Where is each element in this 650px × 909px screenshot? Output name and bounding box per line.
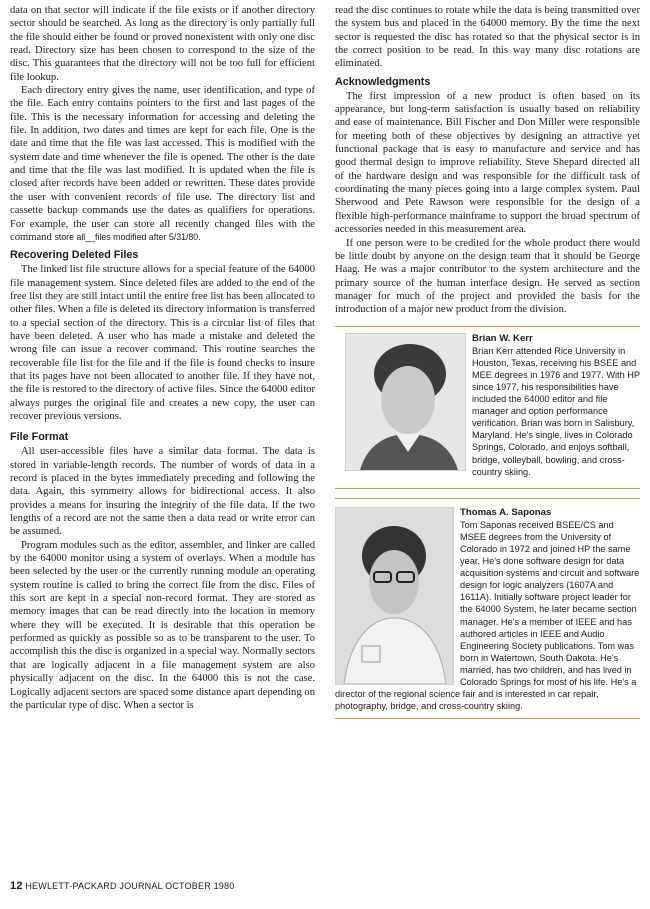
bio-name: Thomas A. Saponas (460, 506, 552, 518)
author-photo (335, 507, 454, 685)
author-bio-saponas (335, 507, 640, 713)
paragraph-text: Each directory entry gives the name, user identification, and type of the file. Each entry contains pointers to the first and last pages of the file. This is the necessary information for accessing and deleting the file. In addition, two dates and times are kept for each file. One is the date and time that the file was last accessed. This is modified with the system date and time whenever the file is opened. The other is the date and time that the file was last modified. It is updated when the file is closed after records have been added or rewritten. These dates provide the user with convenient records of file use. The directory list and cassette backup commands use the dates as qualifiers for operations. For example, the user can store all recently changed files with the command (10, 85, 315, 243)
paragraph: Program modules such as the editor, assembler, and linker are called by the 64000 monitor using a system of overlays. When a module has been selected by the user or the currently running module an operating system routine is called to bring the correct file from the disc. Files of this sort are kept in a special non-record format. They are stored as memory images that can be read directly into the location in memory where they will be executed. It is desirable that this operation be performed as quickly as possible so as to be transparent to the user. To accomplish this the disc is organized in a special way. Normally sectors that are logically adjacent in a file management system are also physically adjacent on the disc. In the 64000 this is not the case. Logically adjacent sectors are spaced some distance apart depending on the particular type of disc. When a sector is (10, 539, 315, 711)
paragraph: The first impression of a new product is often based on its appearance, but long-term satisfaction is usually based on reliability and ease of maintenance. Bill Fischer and Don Miller were responsible for meeting both of these objectives by designing an attractive yet functional package that is easy to manufacture and service and has good thermal design to improve reliability. Steve Shepard directed all of the hardware design and was responsible for the difficult task of coordinating the many pieces going into a large complex system. Paul Sherwood and Pete Rawson were responsible for the design of a flexible high-performance mainframe to support the broad spectrum of accessories needed in this measurement area. (335, 90, 640, 236)
right-column (335, 4, 640, 725)
paragraph: If one person were to be credited for the whole product there would be little doubt by anyone on the design team that it should be George Haag. He was a major contributor to the system architecture and the primary source of the human interface design. He served as section manager for much of the project and provided the basis for the introduction of a major new product from the division. (335, 237, 640, 316)
section-heading-recovering: Recovering Deleted Files (10, 249, 139, 262)
author-bio-kerr (335, 333, 640, 478)
paragraph: All user-accessible files have a similar data format. The data is stored in variable-length records. The number of words of data in a record is placed in the bytes immediately preceding and following the data. Again, this symmetry allows for bidirectional access. It also provides a means for insuring the integrity of the file data. If the two lengths of a record are not the same then a data read or write error can be assumed. (10, 446, 315, 538)
bio-divider (335, 718, 640, 719)
author-photo (345, 333, 466, 471)
command-example: store all__files modified after 5/31/80. (54, 231, 201, 242)
paragraph (10, 84, 315, 244)
page-number: 12 (10, 880, 23, 892)
paragraph: The linked list file structure allows for a special feature of the 64000 file management system. Since deleted files are added to the end of the free list they are still intact until the entire free list has been allocated to other files. When a file is deleted its directory information is transferred to a special section of the directory. This is a circular list of files that have been deleted. A user who has made a mistake and deleted the wrong file can issue a recover command. This routine searches the recoverable file list for the file and if the file is found checks to insure that its pages have not been allocated to another file. If they have not, the file is restored to the directory of active files. Since the 64000 editor always purges the original file and creates a new copy, the user can recover previous versions. (10, 264, 315, 422)
bio-divider (335, 488, 640, 489)
bio-name: Brian W. Kerr (472, 332, 533, 344)
bio-divider (335, 326, 640, 327)
bio-divider (335, 498, 640, 499)
left-column (10, 4, 315, 712)
paragraph: read the disc continues to rotate while the data is being transmitted over the system bus and placed in the 64000 memory. By the time the next sector is requested the disc has rotated so that the physical sector is in the correct position to be read. In this way many disc rotations are eliminated. (335, 5, 640, 70)
section-heading-file-format: File Format (10, 431, 69, 444)
page-footer (10, 880, 234, 892)
journal-name: HEWLETT-PACKARD JOURNAL OCTOBER 1980 (25, 881, 235, 891)
paragraph: data on that sector will indicate if the file exists or if another directory sector should be searched. As long as the directory is only partially full the file should either be found or proved nonexistent with only one disc read. Directory size has been chosen to correspond to the size of the disc. This guarantees that the directory will not be too full for efficient file lookup. (10, 5, 315, 83)
section-heading-acknowledgments: Acknowledgments (335, 75, 431, 88)
bio-text: Brian Kerr attended Rice University in Houston, Texas, receiving his BSEE and MEE degrees in 1976 and 1977. With HP since 1977, his responsibilities have included the 64000 editor and file manager and option performance verification. Brian was born in Salisbury, Maryland. He's single, lives in Colorado Springs, Colorado, and enjoys softball, bridge, volleyball, bowling, and cross-country skiing. (472, 345, 640, 477)
bio-text: Tom Saponas received BSEE/CS and MSEE degrees from the University of Colorado in 1972 and joined HP the same year. He's done software design for data acquisition systems and circuit and software design for logic analyzers (1607A and 1611A). Initially software project leader for the 64000 System, he later became section manager. He's a member of IEEE and has authored articles in IEEE and Audio Engineering Society publications. Tom was born in Watertown, South Dakota. He's married, has two children, and has lived in Colorado Springs for most of his life. He's a director of the regional science fair and is interested in car repair, photography, bridge, and cross-country skiing. (335, 519, 640, 712)
